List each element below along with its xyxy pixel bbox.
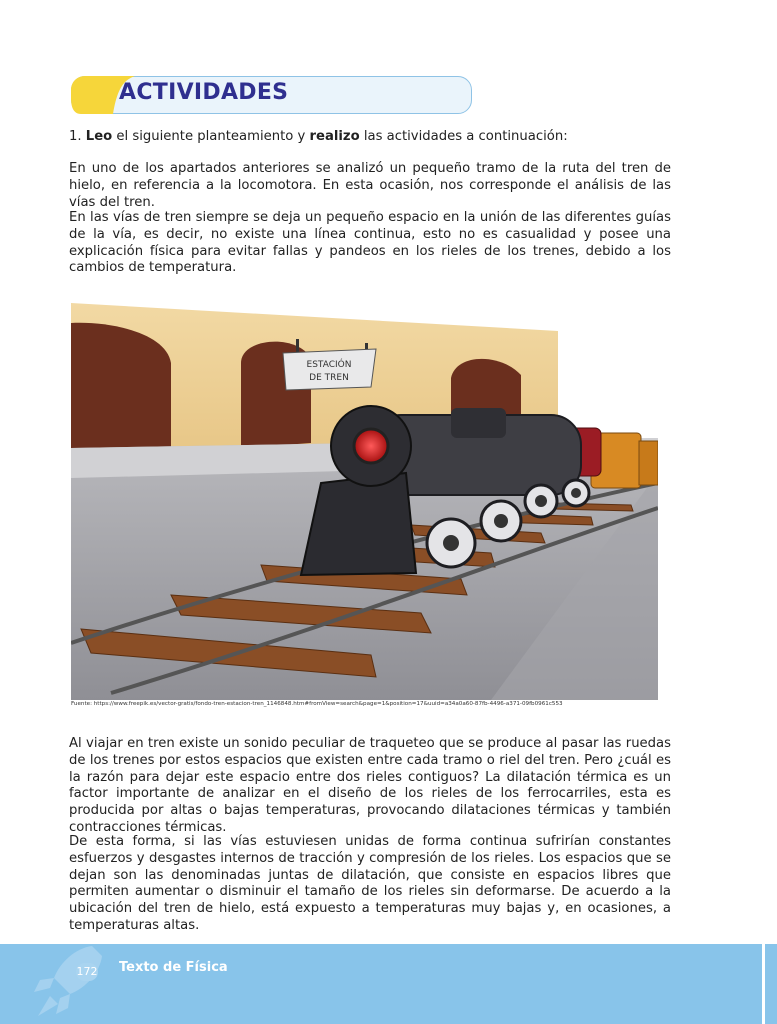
paragraph-2: En las vías de tren siempre se deja un pequeño espacio en la unión de las diferentes guías de la vía, es decir, no existe una línea continua, esto no es casualidad y posee una explicación física para evitar fallas y pandeos en los rieles de los trenes, debido a los cambios de temperatura. xyxy=(69,210,671,276)
paragraph-3: Al viajar en tren existe un sonido peculiar de traqueteo que se produce al pasar las ruedas de los trenes por estos espacios que existen entre cada tramo o riel del tren. Pero ¿cuál es la razón para dejar este espacio entre dos rieles contiguos? La dilatación térmica es un factor importante de analizar en el diseño de los rieles de los ferrocarriles, esta es producida por altas o bajas temperaturas, provocando dilataciones térmicas y también contracciones térmicas. xyxy=(69,736,671,835)
train-station-image xyxy=(71,303,658,700)
paragraph-4: De esta forma, si las vías estuviesen unidas de forma continua sufrirían constantes esfuerzos y desgastes internos de tracción y compresión de los rieles. Los espacios que se dejan son las denominadas juntas de dilatación, que consiste en espacios libres que permiten aumentar o disminuir el tamaño de los rieles sin deformarse. De acuerdo a la ubicación del tren de hielo, está expuesto a temperaturas muy bajas y, en ocasiones, a temperaturas altas. xyxy=(69,834,671,933)
paragraph-1: En uno de los apartados anteriores se analizó un pequeño tramo de la ruta del tren de hielo, en referencia a la locomotora. En esta ocasión, nos corresponde el análisis de las vías del tren. xyxy=(69,161,671,210)
instruction-text-end: las actividades a continuación: xyxy=(359,129,568,144)
rocket-icon xyxy=(30,940,110,1024)
station-sign-line2: DE TREN xyxy=(309,373,349,383)
instruction-verb-realizo: realizo xyxy=(309,129,360,144)
page-footer xyxy=(0,944,777,1024)
instruction-verb-leo: Leo xyxy=(85,129,113,144)
section-banner xyxy=(71,76,472,114)
station-sign-line1: ESTACIÓN xyxy=(306,360,352,370)
train-station-illustration xyxy=(71,303,658,700)
instruction-number: 1. xyxy=(69,129,82,144)
page-number: 172 xyxy=(76,963,98,981)
footer-divider xyxy=(762,944,765,1024)
instruction-text: el siguiente planteamiento y xyxy=(112,129,310,144)
instruction xyxy=(69,129,671,146)
figure-source-caption: Fuente: https://www.freepik.es/vector-gratis/fondo-tren-estacion-tren_1146848.htm#fromView=search&page=1&position=17&uuid=a34a0a60-87fb-4496-a371-09fb0961c553 xyxy=(71,701,563,707)
footer-book-title: Texto de Física xyxy=(119,960,228,975)
section-title: ACTIVIDADES xyxy=(119,80,289,105)
